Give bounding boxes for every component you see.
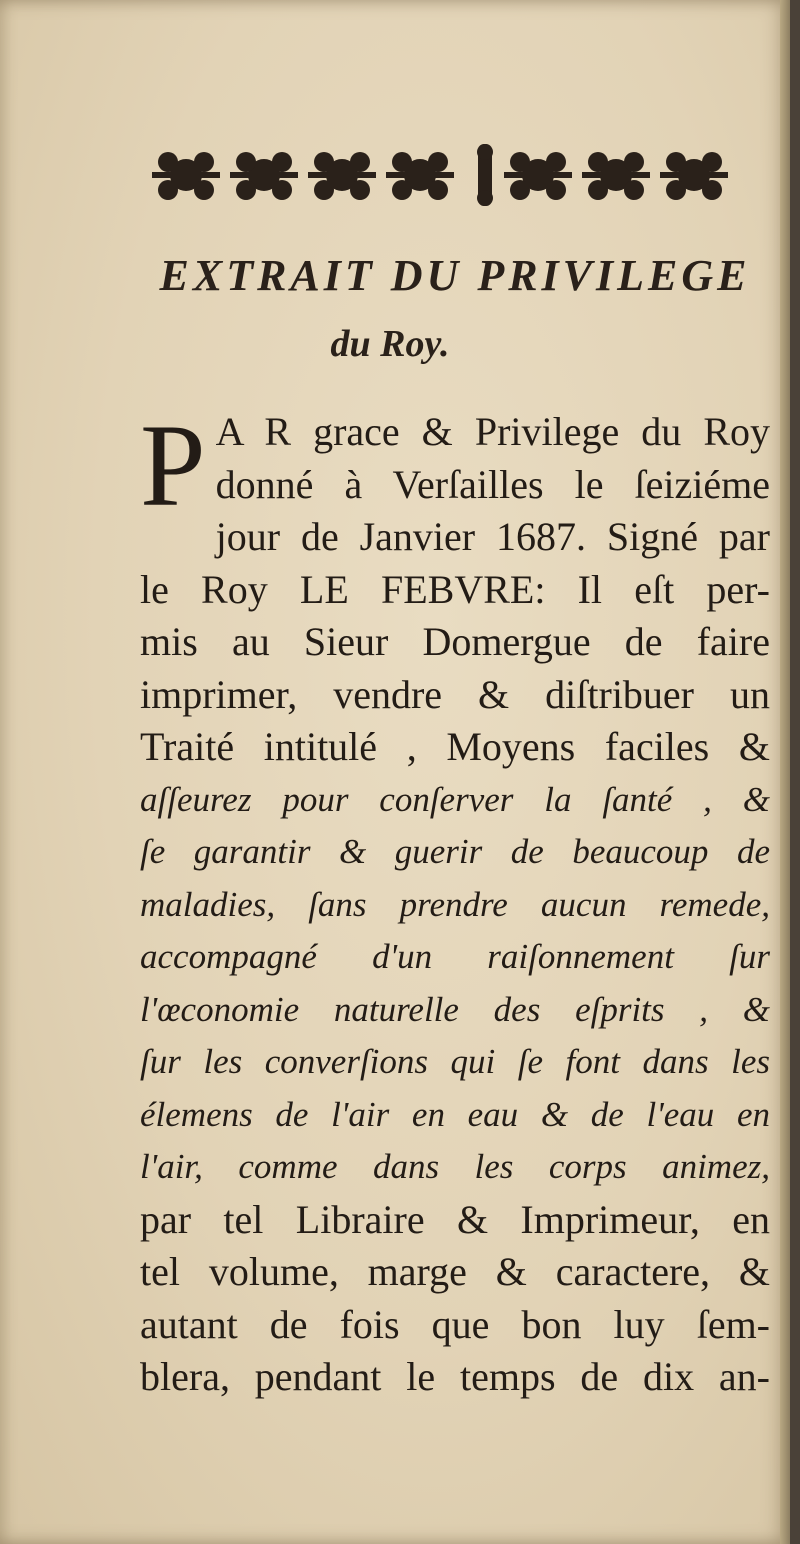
text-line: autant de fois que bon luy ſem- <box>140 1301 770 1347</box>
fleuron-band-icon <box>148 136 768 214</box>
text-line: l'air, comme dans les corps animez, <box>140 1147 770 1186</box>
text-line: blera, pendant le temps de dix an- <box>140 1354 770 1399</box>
text-line: jour de Janvier 1687. Signé par <box>215 514 770 559</box>
text-line: aſſeurez pour conſerver la ſanté , & <box>140 779 770 819</box>
text-line: ſe garantir & guerir de beaucoup de <box>140 832 770 871</box>
text-line: imprimer, vendre & diſtribuer un <box>140 671 770 717</box>
text-line: accompagné d'un raiſonnement ſur <box>140 937 770 976</box>
text-line: le Roy LE FEBVRE: Il eſt per- <box>140 566 770 612</box>
text-line: élemens de l'air en eau & de l'eau en <box>140 1094 770 1134</box>
text-line: l'œconomie naturelle des eſprits , & <box>140 989 770 1029</box>
text-line: maladies, ſans prendre aucun remede, <box>140 884 770 924</box>
text-line: Traité intitulé , Moyens faciles & <box>140 724 770 769</box>
page-edge <box>780 0 790 1544</box>
text-line: A R grace & Privilege du Roy <box>215 409 770 454</box>
drop-cap: P <box>140 400 206 531</box>
text-line: par tel Libraire & Imprimeur, en <box>140 1196 770 1242</box>
document-title: EXTRAIT DU PRIVILEGE <box>159 251 751 300</box>
text-line: mis au Sieur Domergue de faire <box>140 619 770 664</box>
document-subtitle: du Roy. <box>330 323 450 365</box>
text-line: donné à Verſailles le ſeiziéme <box>215 461 770 507</box>
privilege-text <box>140 400 770 1404</box>
text-line: tel volume, marge & caractere, & <box>140 1249 770 1294</box>
text-line: ſur les converſions qui ſe font dans les <box>140 1042 770 1081</box>
